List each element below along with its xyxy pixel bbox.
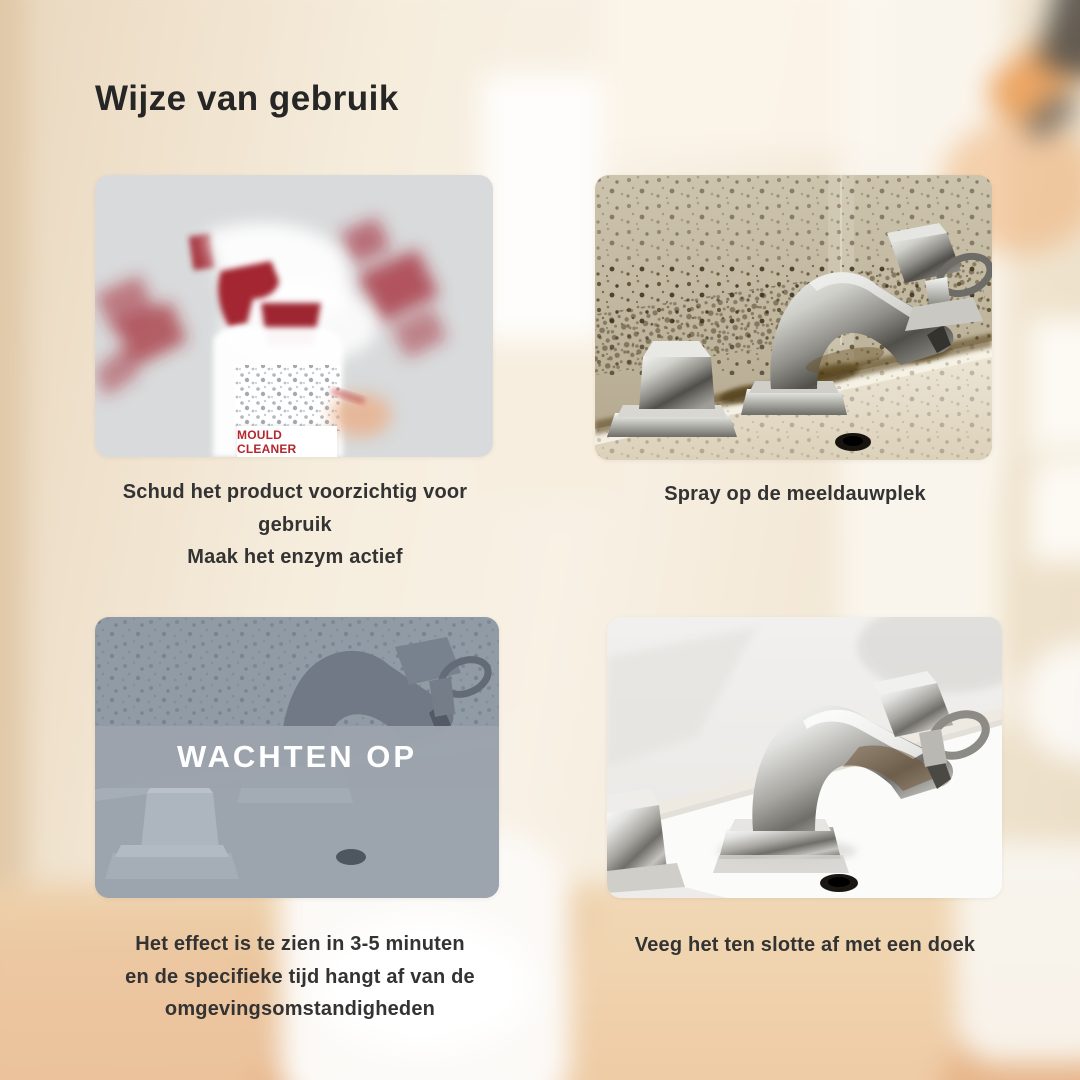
step4-card-wipe-clean — [607, 617, 1002, 898]
wachten-op-band — [95, 726, 499, 788]
wachten-op-text: WACHTEN OP — [176, 739, 418, 774]
drain — [835, 433, 871, 451]
bottle-label-art — [235, 365, 341, 431]
step4-caption — [590, 929, 1020, 962]
caption-line: en de specifieke tijd hangt af van de — [125, 965, 475, 988]
caption-line: gebruik — [258, 513, 332, 536]
caption-line: omgevingsomstandigheden — [164, 998, 436, 1020]
caption-line: Spray op de meeldauwplek — [664, 483, 926, 505]
caption-line: Veeg het ten slotte af met een doek — [634, 934, 976, 956]
step2-card-spray-on-mould — [595, 175, 992, 460]
shake-bottle-illustration — [95, 175, 493, 457]
step1-caption — [75, 476, 515, 574]
step3-caption — [70, 928, 530, 1026]
step2-caption — [585, 478, 1005, 511]
mould-cleaner-label: MOULD CLEANER — [237, 426, 337, 457]
caption-line: Schud het product voorzichtig voor — [122, 481, 468, 503]
caption-line: Het effect is te zien in 3-5 minuten — [135, 933, 465, 955]
step3-card-wait — [95, 617, 499, 898]
mouldy-faucet-illustration — [595, 175, 992, 460]
page-title: Wijze van gebruik — [95, 79, 399, 119]
step1-card-shake-product — [95, 175, 493, 457]
drain — [820, 874, 858, 892]
clean-faucet-illustration — [607, 617, 1002, 898]
caption-line: Maak het enzym actief — [187, 546, 403, 568]
